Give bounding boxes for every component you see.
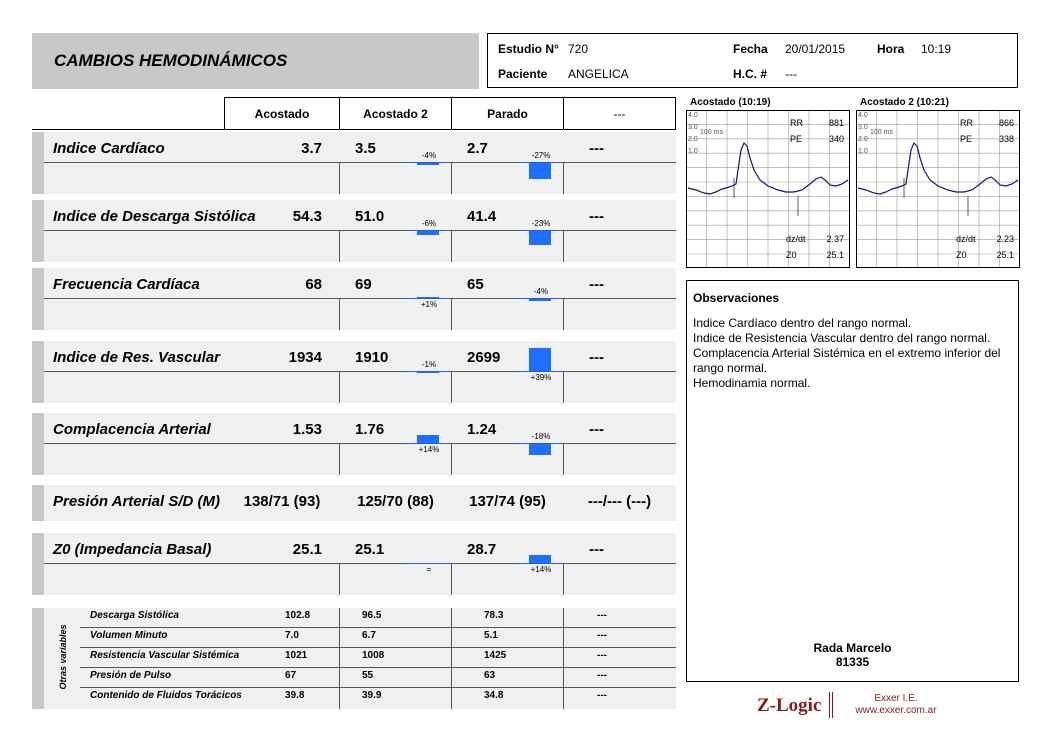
scale-label: 1.0 <box>858 148 868 155</box>
wave-metric-label: RR <box>790 118 803 128</box>
column-divider <box>563 443 564 475</box>
other-vars-label: Otras variables <box>58 624 68 690</box>
wave-title: Acostado 2 (10:21) <box>860 97 949 108</box>
value-acostado-2: 1910 <box>355 349 389 366</box>
value-col4: --- <box>589 541 604 558</box>
hora-label: Hora <box>877 42 905 56</box>
other-var-value: 1008 <box>362 650 385 661</box>
value-acostado: 3.7 <box>301 140 322 157</box>
section-side-bar <box>32 485 44 521</box>
change-bar <box>529 348 551 371</box>
change-percent: +14% <box>530 565 552 574</box>
change-bar <box>529 555 551 563</box>
other-var-value: 1425 <box>484 650 507 661</box>
column-divider <box>451 230 452 262</box>
value-col4: --- <box>589 140 604 157</box>
row-divider <box>44 230 676 231</box>
parameter-name: Indice de Descarga Sistólica <box>53 208 256 225</box>
wave-metric-label: PE <box>960 134 973 144</box>
other-var-name: Presión de Pulso <box>90 670 172 681</box>
other-var-value: 63 <box>484 670 496 681</box>
wave-metric-value: 2.37 <box>826 234 844 244</box>
change-bar <box>417 231 439 235</box>
value-acostado-2: 125/70 (88) <box>357 493 434 510</box>
scale-label: 3.0 <box>858 124 868 131</box>
column-divider <box>339 162 340 194</box>
observation-line: Hemodinamia normal. <box>693 376 811 390</box>
value-col4: --- <box>589 421 604 438</box>
value-acostado: 1.53 <box>292 421 322 438</box>
hc-value: --- <box>785 67 797 81</box>
wave-metric-value: 340 <box>828 134 844 144</box>
ms-label: 100 ms <box>700 129 723 136</box>
other-var-value: 96.5 <box>362 610 382 621</box>
column-divider <box>339 371 340 403</box>
other-var-name: Descarga Sistólica <box>90 610 179 621</box>
parameter-name: Complacencia Arterial <box>53 421 211 438</box>
change-percent: -18% <box>531 432 551 441</box>
column-divider <box>563 298 564 330</box>
change-percent: -4% <box>533 287 549 296</box>
change-percent: -4% <box>421 151 437 160</box>
column-divider <box>563 230 564 262</box>
other-var-value: 55 <box>362 670 374 681</box>
change-bar <box>529 163 551 179</box>
value-acostado: 54.3 <box>292 208 322 225</box>
col-header-acostado-2: Acostado 2 <box>339 97 452 130</box>
fecha-label: Fecha <box>733 42 768 56</box>
ms-label: 100 ms <box>870 129 893 136</box>
change-bar <box>529 299 551 301</box>
change-bar <box>417 435 439 443</box>
other-var-value: 102.8 <box>285 610 311 621</box>
wave-metric-value: 2.23 <box>996 234 1014 244</box>
wave-metric-label: dz/dt <box>956 234 976 244</box>
baseline-marker <box>519 371 563 372</box>
parameter-name: Z0 (Impedancia Basal) <box>53 541 212 558</box>
baseline-marker <box>407 298 451 299</box>
parameter-name: Indice de Res. Vascular <box>53 349 221 366</box>
observation-line: Indice Cardíaco dentro del rango normal. <box>693 316 912 330</box>
value-parado: 28.7 <box>467 541 497 558</box>
doctor-signature <box>687 641 1018 669</box>
wave-metric-value: 338 <box>998 134 1014 144</box>
baseline-marker <box>519 563 563 564</box>
column-divider <box>563 162 564 194</box>
study-info-box <box>487 33 1018 88</box>
section-side-bar <box>32 413 44 475</box>
other-var-value: 39.8 <box>285 690 305 701</box>
wave-metric-label: Z0 <box>956 250 967 260</box>
wave-metric-value: 25.1 <box>996 250 1014 260</box>
scale-label: 3.0 <box>688 124 698 131</box>
wave-metric-value: 881 <box>828 118 844 128</box>
company-name: Exxer I.E. <box>874 693 918 704</box>
observation-line: Indice de Resistencia Vascular dentro del rango normal. <box>693 331 991 345</box>
value-acostado: 68 <box>305 276 322 293</box>
parameter-name: Presión Arterial S/D (M) <box>53 493 220 510</box>
other-var-value: 39.9 <box>362 690 382 701</box>
other-var-value: --- <box>597 630 607 641</box>
value-parado: 65 <box>467 276 484 293</box>
brand-divider <box>829 692 833 718</box>
value-acostado: 1934 <box>288 349 322 366</box>
doctor-id: 81335 <box>835 655 870 669</box>
column-divider <box>339 443 340 475</box>
change-percent: -1% <box>421 360 437 369</box>
value-acostado-2: 1.76 <box>355 421 385 438</box>
other-var-name: Volumen Minuto <box>90 630 168 641</box>
baseline-marker <box>407 443 451 444</box>
other-vars-bar <box>32 608 44 709</box>
other-var-value: 1021 <box>285 650 308 661</box>
baseline-marker <box>407 563 451 564</box>
change-percent: +1% <box>420 300 438 309</box>
other-var-name: Resistencia Vascular Sistémica <box>90 650 240 661</box>
change-percent: -23% <box>531 219 551 228</box>
observations-panel <box>686 280 1019 682</box>
change-bar <box>417 372 439 373</box>
value-parado: 41.4 <box>467 208 497 225</box>
other-col-divider <box>563 608 564 709</box>
change-percent: -27% <box>531 151 551 160</box>
wave-metric-label: dz/dt <box>786 234 806 244</box>
value-acostado: 138/71 (93) <box>243 493 321 510</box>
company-info <box>846 693 946 717</box>
other-row-divider <box>80 667 676 668</box>
change-percent: = <box>426 565 432 574</box>
estudio-label: Estudio N° <box>498 42 559 56</box>
other-var-value: 6.7 <box>362 630 376 641</box>
paciente-value: ANGELICA <box>568 67 629 81</box>
change-percent: +39% <box>530 373 552 382</box>
value-acostado-2: 25.1 <box>355 541 385 558</box>
section-side-bar <box>32 200 44 262</box>
parameter-name: Indice Cardíaco <box>53 140 165 157</box>
other-var-value: --- <box>597 650 607 661</box>
value-parado: 1.24 <box>467 421 497 438</box>
scale-label: 4.0 <box>858 112 868 119</box>
value-col4: --- <box>589 349 604 366</box>
value-parado: 2699 <box>467 349 501 366</box>
row-divider <box>44 443 676 444</box>
section-side-bar <box>32 268 44 330</box>
col-header-parado: Parado <box>451 97 564 130</box>
wave-metric-label: PE <box>790 134 803 144</box>
change-bar <box>529 231 551 245</box>
value-parado: 137/74 (95) <box>469 493 546 510</box>
other-var-name: Contenido de Fluidos Torácicos <box>90 690 242 701</box>
observation-line: Complacencia Arterial Sistémica en el extremo inferior del rango normal. <box>693 346 1001 375</box>
hc-label: H.C. # <box>733 67 768 81</box>
title-box <box>32 33 479 89</box>
row-divider <box>44 162 676 163</box>
row-divider <box>44 371 676 372</box>
value-acostado-2: 69 <box>355 276 372 293</box>
change-percent: -6% <box>421 219 437 228</box>
fecha-value: 20/01/2015 <box>785 42 846 56</box>
scale-label: 4.0 <box>688 112 698 119</box>
value-parado: 2.7 <box>467 140 488 157</box>
scale-label: 2.0 <box>688 136 698 143</box>
other-row-divider <box>80 627 676 628</box>
doctor-name: Rada Marcelo <box>813 641 892 655</box>
parameter-name: Frecuencia Cardíaca <box>53 276 200 293</box>
other-col-divider <box>339 608 340 709</box>
other-var-value: 7.0 <box>285 630 299 641</box>
observations-text <box>693 316 1013 391</box>
other-var-value: 67 <box>285 670 297 681</box>
row-divider <box>44 298 676 299</box>
other-col-divider <box>451 608 452 709</box>
other-vars-label-wrap <box>56 616 70 702</box>
column-divider <box>339 230 340 262</box>
other-row-divider <box>80 687 676 688</box>
column-divider <box>339 563 340 595</box>
wave-metric-value: 866 <box>998 118 1014 128</box>
other-var-value: 34.8 <box>484 690 504 701</box>
change-percent: +14% <box>418 445 440 454</box>
value-acostado-2: 51.0 <box>355 208 385 225</box>
value-acostado-2: 3.5 <box>355 140 376 157</box>
other-var-value: --- <box>597 610 607 621</box>
other-var-value: 78.3 <box>484 610 504 621</box>
paciente-label: Paciente <box>498 67 548 81</box>
hora-value: 10:19 <box>921 42 952 56</box>
wave-metric-value: 25.1 <box>826 250 844 260</box>
change-bar <box>529 444 551 455</box>
other-row-divider <box>80 647 676 648</box>
section-side-bar <box>32 341 44 403</box>
scale-label: 2.0 <box>858 136 868 143</box>
row-divider <box>44 563 676 564</box>
col-header-acostado: Acostado <box>224 97 340 130</box>
observations-title: Observaciones <box>693 291 780 305</box>
value-acostado: 25.1 <box>292 541 322 558</box>
column-divider <box>451 371 452 403</box>
z-logic-logo: Z-Logic <box>757 695 822 716</box>
wave-metric-label: Z0 <box>786 250 797 260</box>
change-bar <box>417 297 439 298</box>
col-header-4: --- <box>563 97 676 130</box>
wave-metric-label: RR <box>960 118 973 128</box>
other-var-value: 5.1 <box>484 630 498 641</box>
wave-title: Acostado (10:19) <box>690 97 771 108</box>
column-divider <box>451 162 452 194</box>
other-var-value: --- <box>597 670 607 681</box>
change-bar <box>417 163 439 165</box>
scale-label: 1.0 <box>688 148 698 155</box>
page-title: CAMBIOS HEMODINÁMICOS <box>54 51 288 70</box>
value-col4: --- <box>589 208 604 225</box>
column-divider <box>339 298 340 330</box>
section-side-bar <box>32 533 44 595</box>
section-side-bar <box>32 132 44 194</box>
value-col4: ---/--- (---) <box>587 493 652 510</box>
other-var-value: --- <box>597 690 607 701</box>
estudio-value: 720 <box>568 42 589 56</box>
value-col4: --- <box>589 276 604 293</box>
company-web[interactable]: www.exxer.com.ar <box>855 705 937 716</box>
